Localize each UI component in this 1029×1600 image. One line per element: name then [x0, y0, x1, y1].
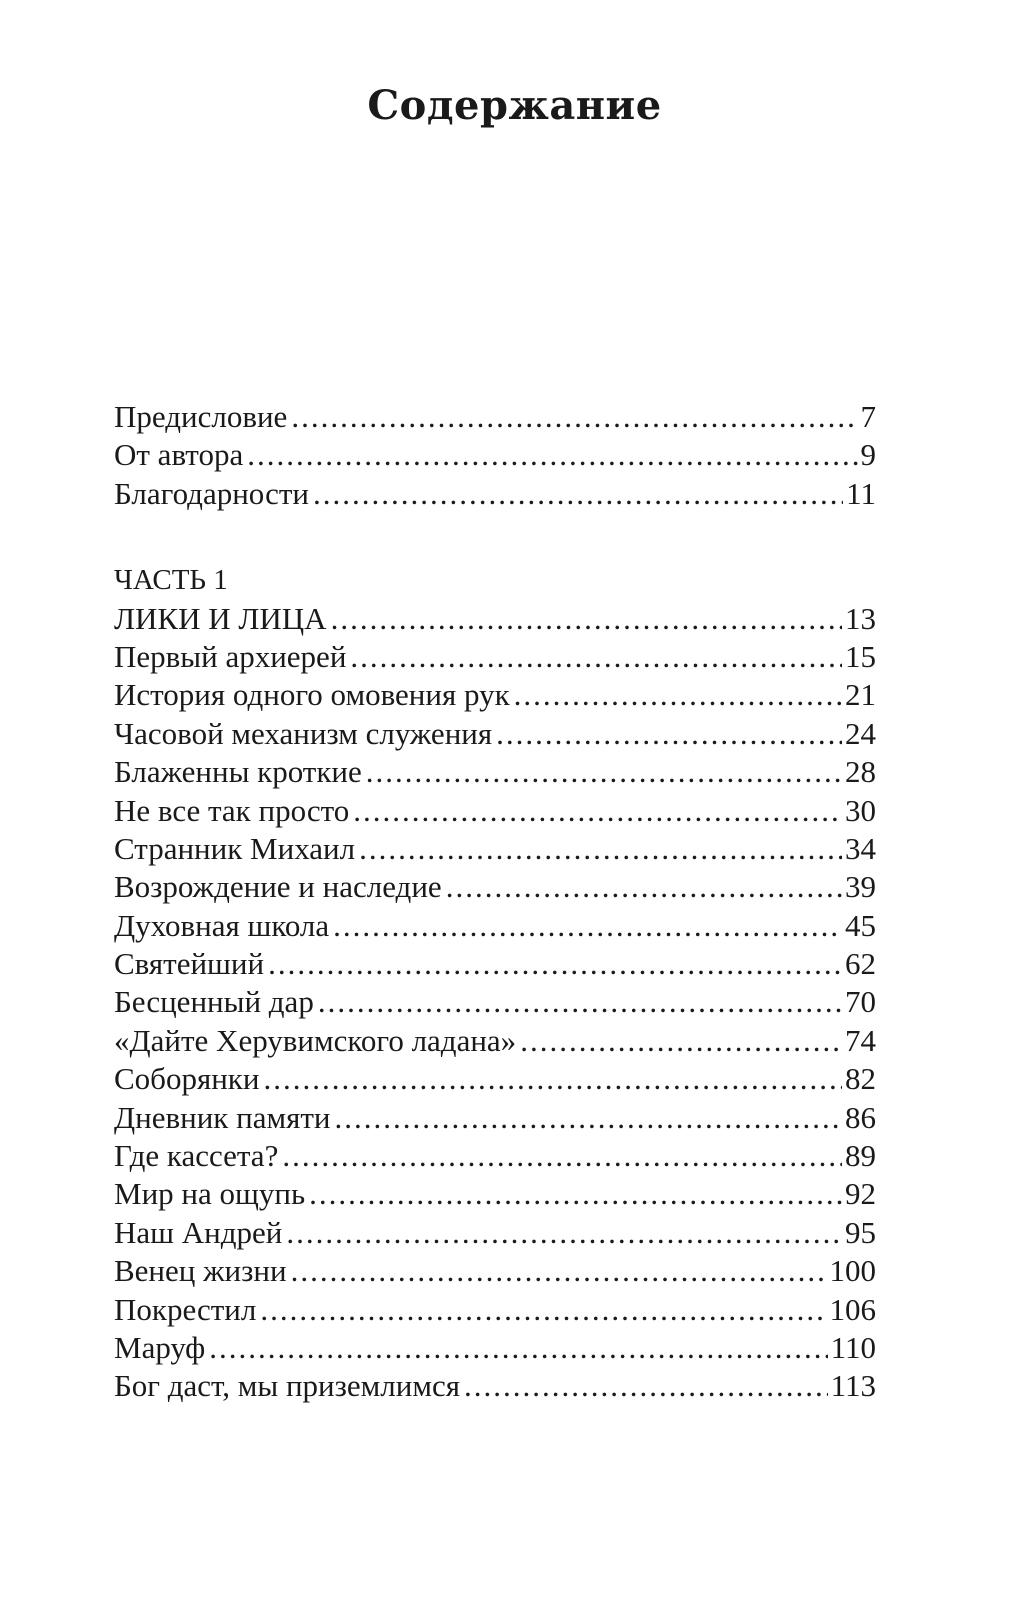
toc-entry-page: 24: [845, 715, 876, 751]
dot-leader: [209, 1329, 827, 1367]
toc-entry-page: 11: [846, 475, 876, 511]
toc-entry: [114, 436, 876, 474]
toc-entry: [114, 945, 876, 983]
toc-entry: [114, 475, 876, 513]
toc-entry-label: Возрождение и наследие: [114, 869, 442, 905]
toc-entry-page: 89: [845, 1138, 876, 1174]
toc-entry: [114, 1252, 876, 1290]
toc-entry-label: Бесценный дар: [114, 984, 314, 1020]
toc-entry-label: Где кассета?: [114, 1138, 279, 1174]
toc-entry-page: 13: [845, 600, 876, 636]
toc-entry-page: 7: [860, 399, 876, 434]
toc-entry-page: 70: [845, 984, 876, 1020]
dot-leader: [291, 1252, 827, 1290]
toc-entry-page: 34: [845, 830, 876, 866]
dot-leader: [496, 715, 842, 753]
section-spacer: [114, 513, 876, 561]
toc-entry-label: Святейший: [114, 946, 265, 982]
toc-entry-page: 100: [829, 1253, 876, 1289]
toc-entry-label: Венец жизни: [114, 1253, 287, 1289]
dot-leader: [309, 1175, 842, 1213]
toc-entry-page: 21: [845, 677, 876, 713]
dot-leader: [263, 1060, 842, 1098]
toc-entry: [114, 398, 876, 436]
dot-leader: [247, 436, 857, 474]
table-of-contents: [114, 398, 876, 1406]
toc-entry-label: «Дайте Херувимского ладана»: [114, 1022, 517, 1058]
toc-entry: [114, 1022, 876, 1060]
toc-entry: [114, 1214, 876, 1252]
toc-entry: [114, 715, 876, 753]
toc-entry-page: 39: [845, 869, 876, 905]
dot-leader: [268, 945, 842, 983]
toc-entry: [114, 1367, 876, 1405]
dot-leader: [353, 792, 842, 830]
dot-leader: [446, 868, 842, 906]
toc-entry-page: 110: [830, 1329, 876, 1365]
page-title: Содержание: [367, 82, 662, 129]
toc-entry-label: История одного омовения рук: [114, 677, 510, 713]
dot-leader: [260, 1291, 826, 1329]
toc-entry-label: ЛИКИ И ЛИЦА: [114, 600, 327, 636]
toc-entry-label: Блаженны кроткие: [114, 754, 362, 790]
toc-entry-label: Духовная школа: [114, 907, 330, 943]
dot-leader: [514, 676, 842, 714]
toc-entry: [114, 792, 876, 830]
toc-entry: [114, 868, 876, 906]
toc-entry-label: Не все так просто: [114, 792, 350, 828]
toc-entry-page: 30: [845, 792, 876, 828]
toc-entry-label: Мир на ощупь: [114, 1176, 306, 1212]
dot-leader: [291, 398, 857, 436]
toc-entry-page: 95: [845, 1214, 876, 1250]
toc-entry: [114, 676, 876, 714]
dot-leader: [331, 600, 842, 638]
toc-entry-page: 106: [829, 1291, 876, 1327]
dot-leader: [350, 638, 842, 676]
toc-entry-page: 92: [845, 1176, 876, 1212]
part-heading: ЧАСТЬ 1: [114, 564, 228, 597]
toc-entry-page: 62: [845, 946, 876, 982]
toc-entry-page: 86: [845, 1099, 876, 1135]
toc-entry-label: Бог даст, мы приземлимся: [114, 1368, 460, 1404]
toc-entry-page: 15: [845, 638, 876, 674]
toc-entry-page: 28: [845, 754, 876, 790]
toc-entry: [114, 1099, 876, 1137]
toc-entry-page: 9: [860, 437, 876, 473]
dot-leader: [366, 753, 842, 791]
toc-entry-label: Маруф: [114, 1329, 206, 1365]
toc-entry: [114, 907, 876, 945]
dot-leader: [282, 1137, 842, 1175]
dot-leader: [318, 983, 842, 1021]
toc-entry: [114, 1329, 876, 1367]
toc-entry-label: Странник Михаил: [114, 830, 356, 866]
toc-entry-label: Предисловие: [114, 399, 288, 434]
toc-entry-page: 74: [845, 1022, 876, 1058]
dot-leader: [520, 1022, 842, 1060]
dot-leader: [359, 830, 842, 868]
dot-leader: [335, 1099, 843, 1137]
toc-entry-label: Часовой механизм служения: [114, 715, 493, 751]
toc-entry: [114, 1175, 876, 1213]
toc-entry: [114, 1060, 876, 1098]
toc-entry-label: Покрестил: [114, 1291, 257, 1327]
toc-entry-label: Первый архиерей: [114, 638, 347, 674]
toc-entry-label: Благодарности: [114, 475, 309, 511]
toc-entry-label: От автора: [114, 437, 244, 473]
toc-entry: [114, 753, 876, 791]
toc-entry-page: 45: [845, 907, 876, 943]
dot-leader: [464, 1367, 828, 1405]
toc-entry-page: 82: [845, 1061, 876, 1097]
dot-leader: [286, 1214, 842, 1252]
toc-entry: [114, 638, 876, 676]
toc-entry-label: Наш Андрей: [114, 1214, 283, 1250]
toc-entry: [114, 983, 876, 1021]
dot-leader: [313, 475, 843, 513]
part-title-entry: [114, 600, 876, 638]
toc-entry-label: Соборянки: [114, 1061, 260, 1097]
dot-leader: [333, 907, 842, 945]
toc-entry: [114, 1137, 876, 1175]
toc-entry-label: Дневник памяти: [114, 1099, 331, 1135]
toc-entry-page: 113: [830, 1368, 876, 1404]
toc-entry: [114, 830, 876, 868]
toc-entry: [114, 1291, 876, 1329]
